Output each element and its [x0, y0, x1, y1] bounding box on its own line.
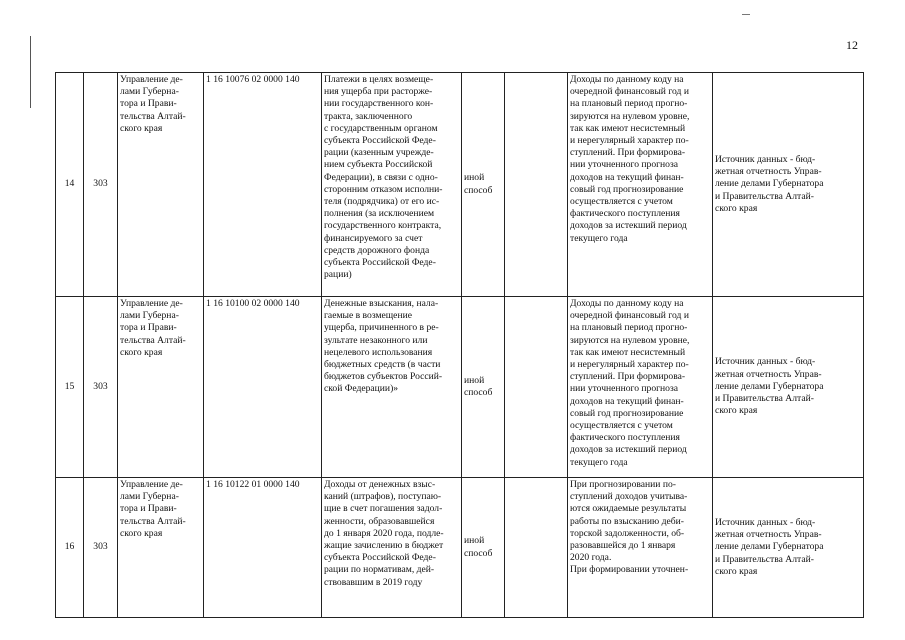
scan-mark [742, 14, 750, 15]
data-source: Источник данных - бюд- жетная отчетность Управ- ление делами Губернатора и Правительства Алтай- ского края [713, 297, 864, 478]
row-number: 15 [56, 297, 84, 478]
forecast-method: иной способ [462, 73, 505, 297]
table-row [56, 478, 864, 618]
administrator-name: Управление де- лами Губерна- тора и Прави- тельства Алтай- ского края [118, 297, 204, 478]
forecast-algorithm: При прогнозировании по- ступлений доходов учитыва- ются ожидаемые результаты работы по взысканию деби- торской задолженности, об- разовавшейся до 1 января 2020 года. При формировании уточнен- [568, 478, 713, 618]
budget-classification-code: 1 16 10122 01 0000 140 [204, 478, 322, 618]
administrator-name: Управление де- лами Губерна- тора и Прави- тельства Алтай- ского края [118, 73, 204, 297]
table-row [56, 297, 864, 478]
forecast-algorithm: Доходы по данному коду на очередной финансовый год и на плановый период прогно- зируются на нулевом уровне, так как имеют несистемный и нерегулярный характер по- ступлений. При формирова- нии уточненного прогноза доходов на текущий финан- совый год прогнозирование осуществляется с учетом фактического поступления доходов за истекший период текущего года [568, 297, 713, 478]
admin-code: 303 [84, 478, 118, 618]
budget-classification-code: 1 16 10100 02 0000 140 [204, 297, 322, 478]
revenue-name: Платежи в целях возмеще- ния ущерба при расторже- нии государственного кон- тракта, заключенного с государственным органом субъекта Российской Феде- рации (казенным учрежде- нием субъекта Российской Федерации), в связи с одно- сторонним отказом исполни- теля (подрядчика) от его ис- полнения (за исключением государственного контракта, финансируемого за счет средств дорожного фонда субъекта Российской Феде- рации) [322, 73, 462, 297]
forecast-formula [505, 297, 568, 478]
table-row [56, 73, 864, 297]
data-source: Источник данных - бюд- жетная отчетность Управ- ление делами Губернатора и Правительства Алтай- ского края [713, 478, 864, 618]
administrator-name: Управление де- лами Губерна- тора и Прави- тельства Алтай- ского края [118, 478, 204, 618]
forecast-method: иной способ [462, 297, 505, 478]
page-number: 12 [846, 38, 858, 52]
row-number: 16 [56, 478, 84, 618]
forecast-method: иной способ [462, 478, 505, 618]
binding-margin-line [30, 36, 31, 108]
forecast-formula [505, 478, 568, 618]
admin-code: 303 [84, 297, 118, 478]
forecast-algorithm: Доходы по данному коду на очередной финансовый год и на плановый период прогно- зируются на нулевом уровне, так как имеют несистемный и нерегулярный характер по- ступлений. При формирова- нии уточненного прогноза доходов на текущий финан- совый год прогнозирование осуществляется с учетом фактического поступления доходов за истекший период текущего года [568, 73, 713, 297]
forecast-formula [505, 73, 568, 297]
row-number: 14 [56, 73, 84, 297]
data-source: Источник данных - бюд- жетная отчетность Управ- ление делами Губернатора и Правительства Алтай- ского края [713, 73, 864, 297]
admin-code: 303 [84, 73, 118, 297]
revenue-name: Доходы от денежных взыс- каний (штрафов), поступаю- щие в счет погашения задол- женности, образовавшейся до 1 января 2020 года, подле- жащие зачислению в бюджет субъекта Российской Феде- рации по нормативам, дей- ствовавшим в 2019 году [322, 478, 462, 618]
budget-classification-code: 1 16 10076 02 0000 140 [204, 73, 322, 297]
revenue-name: Денежные взыскания, нала- гаемые в возмещение ущерба, причиненного в ре- зультате незаконного или нецелевого использования бюджетных средств (в части бюджетов субъектов Россий- ской Федерации)» [322, 297, 462, 478]
revenue-forecast-table [55, 72, 864, 618]
